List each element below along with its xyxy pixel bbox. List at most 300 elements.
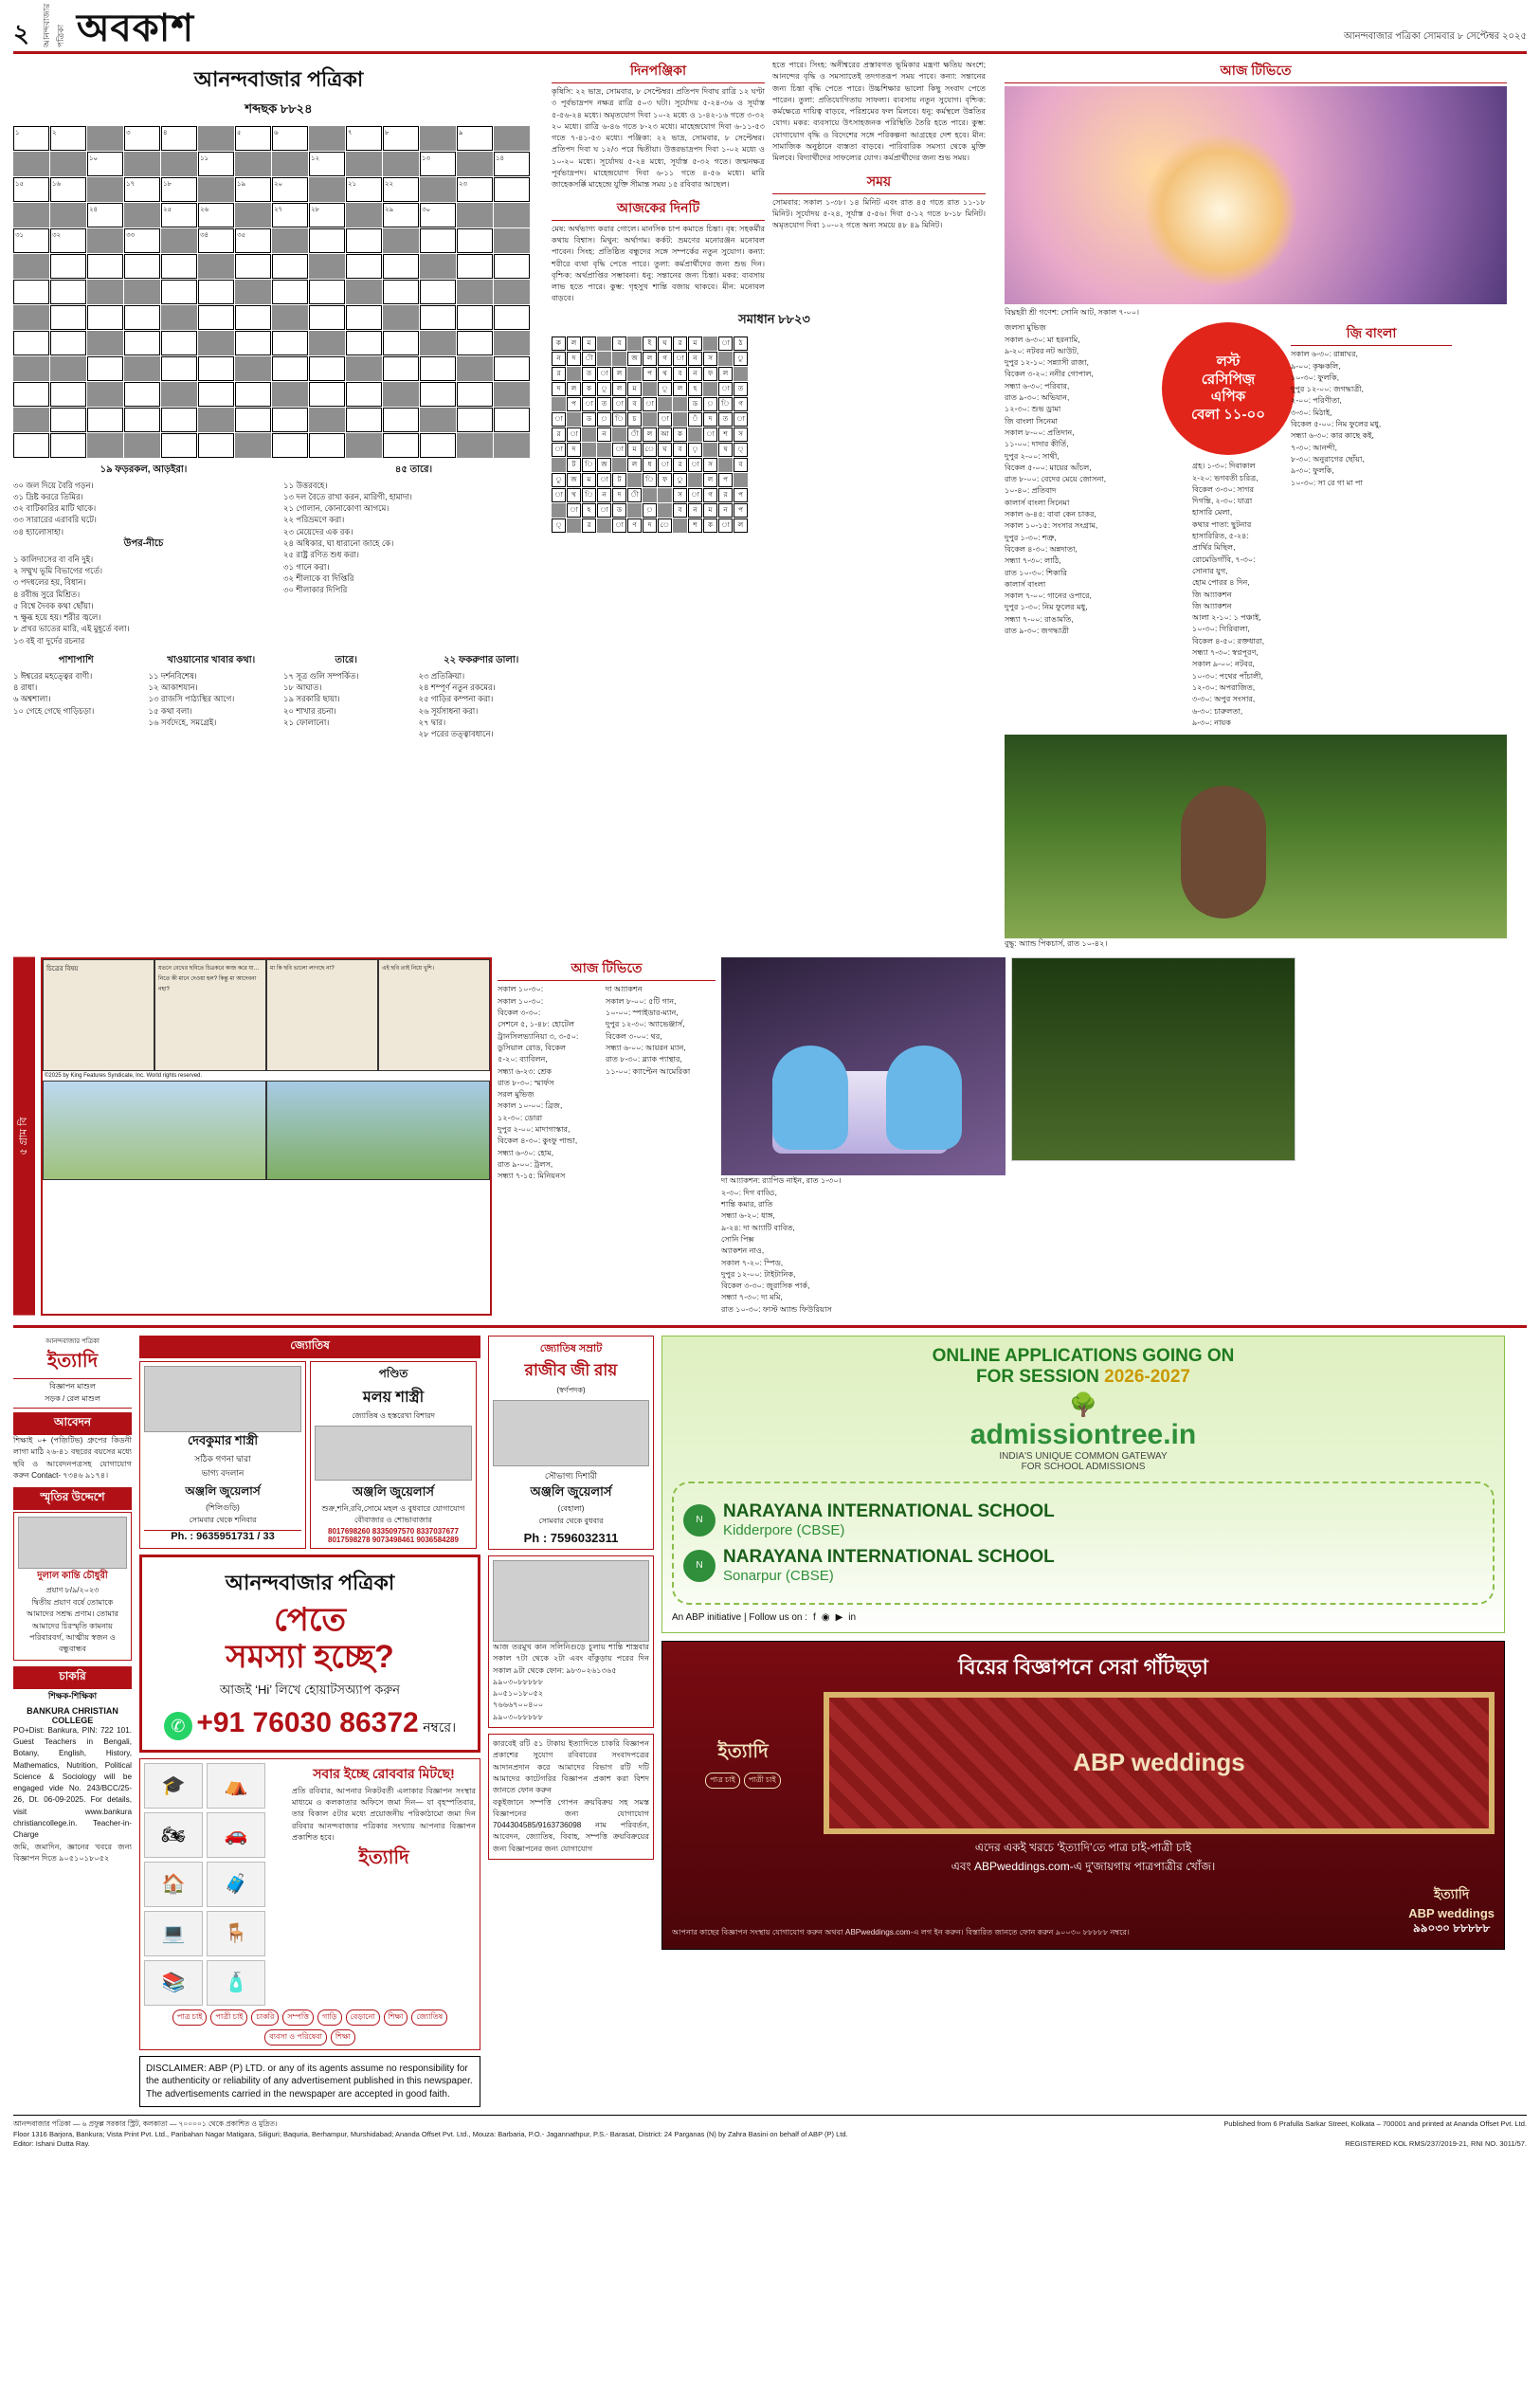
crossword-cell[interactable]: ৫ <box>235 126 271 151</box>
list-item: ১ কালিদাসের বা বনি দুই। <box>13 554 94 564</box>
crossword-cell[interactable] <box>272 433 308 458</box>
crossword-cell[interactable] <box>235 331 271 355</box>
crossword-cell[interactable] <box>494 254 530 279</box>
list-item: ১৬ সর্বদেহে, সমগ্রেই। <box>148 717 217 727</box>
crossword-cell[interactable] <box>161 408 197 432</box>
crossword-cell[interactable] <box>235 254 271 279</box>
solution-cell: ম <box>703 503 717 518</box>
crossword-cell[interactable]: ৯ <box>457 126 493 151</box>
crossword-cell[interactable] <box>346 254 382 279</box>
time-title: সময় <box>772 171 986 194</box>
astro-ad-3 <box>488 1336 654 1550</box>
crossword-cell <box>198 177 234 202</box>
list-item: দিগন্তি, ২-৩০: যাত্রা <box>1191 497 1253 506</box>
crossword-cell[interactable] <box>346 305 382 330</box>
solution-cell: ক <box>703 518 717 533</box>
crossword-cell[interactable]: ২৮ <box>309 203 345 227</box>
solution-cell: ফ <box>703 367 717 381</box>
itadi-title: ইত্যাদি <box>46 1350 99 1372</box>
admission-site[interactable]: admissiontree.in <box>969 1418 1197 1450</box>
list-item: দুপুর ২-০০: সাথী, <box>1005 451 1060 461</box>
crossword-cell[interactable] <box>346 382 382 407</box>
crossword-cell[interactable] <box>457 254 493 279</box>
solution-cell: র <box>582 518 596 533</box>
crossword-cell[interactable]: ২০ <box>272 177 308 202</box>
crossword-cell[interactable]: ১৯ <box>235 177 271 202</box>
crossword-cell[interactable]: ৩১ <box>13 228 49 253</box>
list-item: সকাল ৬-৩০: মা হরনামি, <box>1005 335 1080 344</box>
crossword-cell <box>198 408 234 432</box>
crossword-cell <box>13 356 49 381</box>
crossword-cell[interactable]: ২৪ <box>87 203 123 227</box>
solution-cell <box>582 427 596 442</box>
solution-cell: আ <box>658 427 672 442</box>
crossword-cell[interactable] <box>309 356 345 381</box>
solution-cell <box>673 412 687 427</box>
crossword-cell[interactable] <box>50 382 86 407</box>
display-ads-column <box>661 1336 1505 2107</box>
solution-cell: ম <box>627 443 642 457</box>
panjika-column <box>552 60 997 950</box>
crossword-cell[interactable] <box>198 305 234 330</box>
school-list <box>672 1482 1495 1605</box>
solution-cell: ন <box>597 427 611 442</box>
weddings-headline: বিয়ের বিজ্ঞাপনে সেরা গাঁটছড়া <box>958 1654 1208 1679</box>
crossword-cell <box>309 177 345 202</box>
crossword-cell[interactable] <box>420 433 456 458</box>
crossword-cell[interactable] <box>161 254 197 279</box>
crossword-cell <box>13 305 49 330</box>
crossword-cell[interactable] <box>124 331 160 355</box>
solution-cell: া <box>552 412 566 427</box>
linkedin-icon[interactable]: in <box>848 1611 857 1623</box>
category-chip[interactable]: ব্যবসা ও পরিষেবা <box>264 2029 327 2046</box>
school-entry[interactable] <box>683 1502 1483 1538</box>
youtube-icon[interactable]: ▶ <box>835 1611 843 1623</box>
solution-cell <box>597 336 611 351</box>
crossword-cell[interactable] <box>235 305 271 330</box>
list-item: ৩০ শীলাকার দিপিরি <box>283 585 348 595</box>
wa-number[interactable]: +91 76030 86372 <box>196 1706 419 1738</box>
list-item: ১২-৩০: অপরাজিত, <box>1191 682 1256 692</box>
crossword-cell[interactable] <box>87 254 123 279</box>
category-chip[interactable]: শিক্ষা <box>384 2009 408 2026</box>
solution-cell: ল <box>612 367 626 381</box>
list-item: ৯-৩০: ফুলকি, <box>1291 466 1334 476</box>
solution-cell <box>627 503 642 518</box>
solution-cell: ত <box>582 367 596 381</box>
solution-cell <box>703 443 717 457</box>
list-item: সকাল ৭-০০: গানের ওপারে, <box>1005 591 1092 601</box>
solution-cell <box>658 503 672 518</box>
crossword-cell[interactable] <box>457 305 493 330</box>
solution-cell: ় <box>597 412 611 427</box>
graduation-cap-icon: 🎓 <box>144 1763 203 1809</box>
crossword-cell[interactable] <box>383 331 419 355</box>
crossword-cell[interactable]: ২৫ <box>161 203 197 227</box>
astro-phone[interactable]: 8017698260 8335097570 8337037677 <box>328 1526 459 1536</box>
admission-ad[interactable] <box>661 1336 1505 1633</box>
crossword-cell[interactable] <box>235 382 271 407</box>
crossword-cell <box>309 254 345 279</box>
crossword-cell[interactable] <box>235 408 271 432</box>
comic-panel <box>266 959 378 1071</box>
solution-cell: া <box>612 397 626 411</box>
crossword-cell[interactable]: ১২ <box>309 152 345 176</box>
list-item: বিকেল ৩-৩০: সাগর <box>1191 484 1255 494</box>
crossword-cell[interactable] <box>13 382 49 407</box>
crossword-cell[interactable]: ৪ <box>161 126 197 151</box>
solution-cell: খ <box>567 488 581 502</box>
crossword-cell[interactable] <box>383 356 419 381</box>
crossword-cell[interactable] <box>13 433 49 458</box>
list-item: সন্ধ্যা ৭-১৫: মিনিয়নস <box>498 1172 566 1181</box>
baba-phone-list[interactable] <box>493 1677 649 1723</box>
crossword-cell[interactable]: ৩৫ <box>235 228 271 253</box>
instagram-icon[interactable]: ◉ <box>821 1611 830 1623</box>
smurfs-cake-photo <box>721 957 1006 1175</box>
crossword-cell[interactable] <box>50 433 86 458</box>
tv-listing-col-3 <box>1291 349 1452 489</box>
crossword-cell[interactable] <box>383 280 419 304</box>
crossword-cell[interactable] <box>420 280 456 304</box>
crossword-cell[interactable] <box>494 177 530 202</box>
astro-phone[interactable]: Ph. : 9635951731 / 33 <box>144 1530 301 1542</box>
solution-cell: ত <box>597 397 611 411</box>
crossword-cell[interactable] <box>494 305 530 330</box>
astro3-phone[interactable]: Ph : 7596032311 <box>523 1530 619 1545</box>
solution-cell: ড <box>612 503 626 518</box>
page-number: ২ <box>13 19 29 47</box>
category-chip[interactable]: চাকরি <box>251 2009 279 2026</box>
crossword-cell <box>235 203 271 227</box>
crossword-cell[interactable]: ৭ <box>346 126 382 151</box>
crossword-cell[interactable] <box>50 305 86 330</box>
astro-title-2: মলয় শাস্ত্রী <box>362 1389 425 1406</box>
chip-groom[interactable]: পাত্র চাই <box>705 1773 740 1789</box>
solution-cell: স <box>703 352 717 366</box>
list-item: ২২ পরিভ্রমণে করা। <box>283 515 345 525</box>
list-item: ৭৬৬৬৭০০৪০০ <box>493 1700 544 1710</box>
list-item: ৩-৩০: অপুর সংসার, <box>1191 695 1256 704</box>
solution-cell: ন <box>688 367 702 381</box>
crossword-cell <box>235 152 271 176</box>
list-item: সন্ধ্যা ৬-০০: আয়রন ম্যান, <box>606 1043 686 1052</box>
crossword-cell[interactable]: ৩ <box>124 126 160 151</box>
solution-cell: দ <box>552 382 566 396</box>
solution-cell: ন <box>718 503 733 518</box>
crossword-cell[interactable] <box>272 331 308 355</box>
solution-cell: ঠ <box>734 336 748 351</box>
crossword-cell[interactable]: ১১ <box>198 152 234 176</box>
list-item: ১৩ বই বা দুর্দের রচনার <box>13 635 85 646</box>
solution-cell: হ <box>582 503 596 518</box>
solution-cell <box>703 336 717 351</box>
crossword-cell <box>198 331 234 355</box>
crossword-cell[interactable]: ৮ <box>383 126 419 151</box>
crossword-cell[interactable]: ২৬ <box>198 203 234 227</box>
crossword-cell <box>346 203 382 227</box>
solution-cell: া <box>582 397 596 411</box>
astro-days: সোমবার থেকে শনিবার <box>189 1515 257 1524</box>
crossword-cell[interactable]: ৩০ <box>420 203 456 227</box>
solution-cell <box>658 488 672 502</box>
crossword-cell[interactable]: ২১ <box>346 177 382 202</box>
crossword-cell[interactable]: ১৩ <box>420 152 456 176</box>
crossword-cell[interactable] <box>309 382 345 407</box>
crossword-cell[interactable] <box>346 408 382 432</box>
crossword-cell[interactable] <box>346 228 382 253</box>
chair-icon: 🪑 <box>207 1911 265 1956</box>
list-item: সরল মুভিজ় <box>498 1090 534 1100</box>
crossword-cell[interactable] <box>272 254 308 279</box>
category-chip[interactable]: সম্পত্তি <box>282 2009 314 2026</box>
crossword-cell[interactable] <box>494 356 530 381</box>
school-entry[interactable] <box>683 1548 1483 1584</box>
crossword-cell[interactable] <box>457 331 493 355</box>
crossword-cell[interactable] <box>420 305 456 330</box>
crossword-cell[interactable] <box>87 356 123 381</box>
list-item: ১৮ আঘাত। <box>283 682 322 692</box>
comic-copyright: ©2025 by King Features Syndicate, Inc. World rights reserved. <box>45 1073 203 1080</box>
crossword-cell[interactable]: ১০ <box>87 152 123 176</box>
crossword-cell[interactable]: ৩৪ <box>198 228 234 253</box>
crossword-cell[interactable]: ১৪ <box>494 152 530 176</box>
crossword-cell[interactable] <box>161 331 197 355</box>
tv-mid-title: আজ টিভিতে <box>498 957 716 981</box>
crossword-cell <box>124 203 160 227</box>
solution-cell: া <box>597 473 611 487</box>
page-footer <box>13 2115 1527 2150</box>
facebook-icon[interactable]: f <box>813 1611 816 1623</box>
list-item: হাসারি মেলা, <box>1191 508 1233 518</box>
clue-col3 <box>283 670 409 729</box>
crossword-cell[interactable]: ৩৩ <box>124 228 160 253</box>
astro3-title-1: জ্যোতিষ সম্রাট <box>539 1342 603 1355</box>
crossword-cell[interactable] <box>309 433 345 458</box>
solution-cell <box>673 397 687 411</box>
clue-col1-head: পাশাপাশি <box>58 655 94 666</box>
solution-cell: া <box>673 352 687 366</box>
crossword-cell[interactable] <box>50 331 86 355</box>
icon-ad-body: প্রতি রবিবার, আপনার নিকটবর্তী এলাকার বিজ্ঞাপন সংস্থার মাধ্যমে ও কলকাতার অফিসে জমা দিন— যা বৃহস্পতিবার, তার বিকাল ৫টার মধ্যে প্রয়োজনীয় পরিকাঠামো জমা দিন রবিবার আনন্দবাজার পত্রিকার সংখ্যায় আপনার বিজ্ঞাপন প্রকাশিত হবে। <box>292 1786 476 1842</box>
school-logo-icon: N <box>683 1550 716 1582</box>
list-item: ৯-৩০: নায়ক <box>1191 718 1232 727</box>
weddings-phone[interactable]: ৯৯০৩০ ৮৮৮৮৮ <box>1412 1920 1491 1935</box>
crossword-cell[interactable] <box>420 382 456 407</box>
crossword-cell[interactable] <box>309 280 345 304</box>
solution-cell: হ <box>688 382 702 396</box>
crossword-cell[interactable] <box>50 280 86 304</box>
list-item: ৯-০০: কৃষ্ণকলি, <box>1291 361 1341 371</box>
crossword-cell <box>383 228 419 253</box>
crossword-cell[interactable]: ৬ <box>272 126 308 151</box>
crossword-cell[interactable]: ২৯ <box>383 203 419 227</box>
crossword-cell[interactable]: ২২ <box>383 177 419 202</box>
solution-cell: ৃ <box>688 443 702 457</box>
job-body: PO+Dist: Bankura, PIN: 722 101. Guest Teachers in Bengali, Botany, English, History, Mathematics, Nutrition, Political Science & Sociology will be engaged vide No. 243/BCC/25-26, Dt. 06-09-2025. For details, visit www.bankura christiancollege.in. Teacher-in-Charge <box>13 1725 132 1840</box>
solution-cell: র <box>673 458 687 472</box>
comic-panel <box>43 959 154 1071</box>
car-icon: 🚗 <box>207 1812 265 1858</box>
list-item: ৩২ শীলাকে বা দিপ্তিরি <box>283 573 354 583</box>
solution-cell <box>643 412 657 427</box>
tv-listing-col-1 <box>1005 322 1166 637</box>
list-item: প্রার্থির মিছিল, <box>1191 543 1236 553</box>
crossword-cell[interactable] <box>272 280 308 304</box>
solution-cell: ় <box>643 503 657 518</box>
crossword-cell[interactable]: ১৭ <box>124 177 160 202</box>
crossword-cell <box>309 126 345 151</box>
list-item: ৫ বিশ্বে দৈবক কথা ছোঁয়া। <box>13 600 94 610</box>
solution-cell <box>643 382 657 396</box>
crossword-cell[interactable] <box>346 331 382 355</box>
crossword-cell[interactable] <box>13 280 49 304</box>
list-item: ১২-৩০: ডোরা <box>498 1113 543 1122</box>
list-item: রোমেডিগাঁবি, ৭-৩০: <box>1191 555 1256 564</box>
list-item: বিকেল ৩-০০: থর, <box>606 1031 662 1041</box>
crossword-clue-columns <box>13 654 544 739</box>
top-content-area <box>13 60 1527 950</box>
crossword-cell[interactable] <box>494 408 530 432</box>
crossword-cell[interactable] <box>383 408 419 432</box>
chip-bride[interactable]: পাত্রী চাই <box>744 1773 781 1789</box>
category-chip[interactable]: পাত্র চাই <box>172 2009 208 2026</box>
crossword-cell[interactable] <box>309 305 345 330</box>
crossword-cell[interactable] <box>161 433 197 458</box>
wa-line-3: সমস্যা হচ্ছে? <box>226 1638 394 1675</box>
itadi-rate-2: সড়ক / রেল মাশুল <box>45 1393 100 1403</box>
solution-cell <box>552 458 566 472</box>
list-item: সন্ধ্যা ৬-২০: ধাঙ্গ, <box>721 1211 775 1221</box>
crossword-cell[interactable] <box>457 228 493 253</box>
crossword-cell[interactable] <box>198 433 234 458</box>
solution-cell: শ <box>718 427 733 442</box>
crossword-cell[interactable] <box>124 305 160 330</box>
solution-cell: দ <box>643 518 657 533</box>
astro-brand: অঞ্জলি জুয়েলার্স <box>353 1483 434 1499</box>
crossword-cell <box>198 254 234 279</box>
astro-phone-2[interactable]: 8017598278 9073498461 9036584289 <box>328 1535 459 1544</box>
list-item: হোম পোরর ৪ দিন, <box>1191 578 1250 588</box>
crossword-cell <box>494 433 530 458</box>
crossword-cell[interactable] <box>420 356 456 381</box>
crossword-cell[interactable]: ১৬ <box>50 177 86 202</box>
weddings-ad[interactable] <box>661 1641 1505 1950</box>
crossword-cell[interactable] <box>383 433 419 458</box>
solution-cell: দ <box>567 352 581 366</box>
solution-cell: ী <box>627 427 642 442</box>
crossword-cell[interactable] <box>50 254 86 279</box>
admission-session-label: FOR SESSION <box>975 1366 1099 1387</box>
solution-cell: া <box>552 443 566 457</box>
crossword-cell <box>420 254 456 279</box>
crossword-cell[interactable] <box>457 408 493 432</box>
crossword-cell[interactable] <box>161 280 197 304</box>
crossword-cell[interactable] <box>198 356 234 381</box>
list-item: জি আ্যাকশন <box>1191 590 1232 599</box>
crossword-cell <box>494 203 530 227</box>
list-item: ১০ গেহে গেছে গাড়িচড়া। <box>13 705 95 716</box>
page-title: অবকাশ <box>76 8 195 49</box>
crossword-cell[interactable] <box>198 382 234 407</box>
category-chip[interactable]: গাড়ি <box>317 2009 342 2026</box>
clue-col2 <box>149 670 275 729</box>
crossword-cell <box>457 356 493 381</box>
list-item: ১ ঈশ্বরের মহত্ত্বের বাণী। <box>13 670 93 681</box>
tent-icon: ⛺ <box>207 1763 265 1809</box>
crossword-cell[interactable] <box>50 408 86 432</box>
crossword-cell[interactable] <box>124 382 160 407</box>
astro3-brand: অঞ্জলি জুয়েলার্স <box>530 1483 612 1499</box>
crossword-cell <box>50 203 86 227</box>
crossword-cell[interactable] <box>457 382 493 407</box>
crossword-cell[interactable] <box>420 228 456 253</box>
crossword-cell[interactable]: ১৫ <box>13 177 49 202</box>
crossword-cell[interactable] <box>309 228 345 253</box>
clue-col1 <box>13 670 139 717</box>
crossword-cell <box>124 152 160 176</box>
list-item: সন্ধ্যা ৭-৩০: দ্য মমি, <box>721 1293 783 1302</box>
list-item: ৩০ জল দিয়ে বৈরি গড়ন। <box>13 480 94 490</box>
crossword-cell[interactable] <box>124 408 160 432</box>
category-chip[interactable]: শিক্ষা <box>331 2029 355 2046</box>
crossword-cell[interactable] <box>87 408 123 432</box>
crossword-cell <box>494 331 530 355</box>
list-item: ৪ রবীন্দ্র সুরে মিশ্রিত। <box>13 589 81 599</box>
category-chip[interactable]: জ্যোতিষ <box>411 2009 447 2026</box>
footer-right: Published from 6 Prafulla Sarkar Street, Kolkata – 700001 and printed at Ananda Offset Pvt. Ltd. <box>1223 2119 1527 2129</box>
memorial-name: দুলাল কান্তি চৌধুরী <box>37 1571 108 1582</box>
icon-ad-headline: সবার ইচ্ছে রোববার মিটছে! <box>313 1765 455 1781</box>
clue-col4 <box>419 670 545 740</box>
solution-cell: ব <box>673 367 687 381</box>
crossword-cell[interactable] <box>124 254 160 279</box>
crossword-cell[interactable] <box>272 356 308 381</box>
solution-cell: প <box>734 488 748 502</box>
bottle-icon: 🧴 <box>207 1960 265 2006</box>
crossword-cell[interactable]: ১৮ <box>161 177 197 202</box>
crossword-cell[interactable]: ২ <box>50 126 86 151</box>
crossword-cell[interactable]: ২৩ <box>457 177 493 202</box>
category-chip[interactable]: পাত্রী চাই <box>210 2009 247 2026</box>
category-chip[interactable]: বেড়ানো <box>346 2009 380 2026</box>
crossword-cell[interactable] <box>13 331 49 355</box>
crossword-cell[interactable] <box>272 408 308 432</box>
crossword-cell <box>124 356 160 381</box>
list-item: ২-৩০: দিগ বাড্ডি, <box>721 1188 777 1197</box>
solution-cell <box>688 473 702 487</box>
solution-cell: দ <box>612 488 626 502</box>
solution-cell: ল <box>734 518 748 533</box>
crossword-cell[interactable] <box>87 305 123 330</box>
crossword-cell[interactable] <box>383 254 419 279</box>
crossword-cell[interactable]: ৩২ <box>50 228 86 253</box>
list-item: সন্ধ্যা ৬-৩০: পরিবার, <box>1005 381 1070 391</box>
admission-tagline-1: INDIA'S UNIQUE COMMON GATEWAY <box>999 1450 1168 1462</box>
list-item: ২-০০: পরিণীতা, <box>1291 396 1342 406</box>
crossword-cell[interactable]: ১ <box>13 126 49 151</box>
crossword-cell[interactable] <box>198 280 234 304</box>
astrologer-photo <box>493 1400 649 1466</box>
crossword-cell[interactable] <box>161 356 197 381</box>
list-item: ১২-৩০: শুভ ড্রামা <box>1005 405 1061 414</box>
list-item: রাত ৮-৩০: ব্ল্যাক প্যান্থার, <box>606 1055 682 1064</box>
list-item: ৩১ দ্রিষ্ট কররে তিমির। <box>13 491 83 501</box>
rates-body: কারবেই রটি ৫১ টাকায় ইত্যাদিতে চাকরি বিজ্ঞাপন প্রকাশের সুযোগ রবিবারের সংবাদপত্রের আদানপ্রদান করে আমাদের বিভাগ রটি দটি আমাদের কাটেগরির বিজ্ঞাপন প্রকাশ করা বিশদ জানতে ফোন করুন <box>493 1739 649 1795</box>
crossword-cell[interactable]: ২৭ <box>272 203 308 227</box>
job-subtitle: শিক্ষক-শিক্ষিকা <box>47 1690 98 1700</box>
